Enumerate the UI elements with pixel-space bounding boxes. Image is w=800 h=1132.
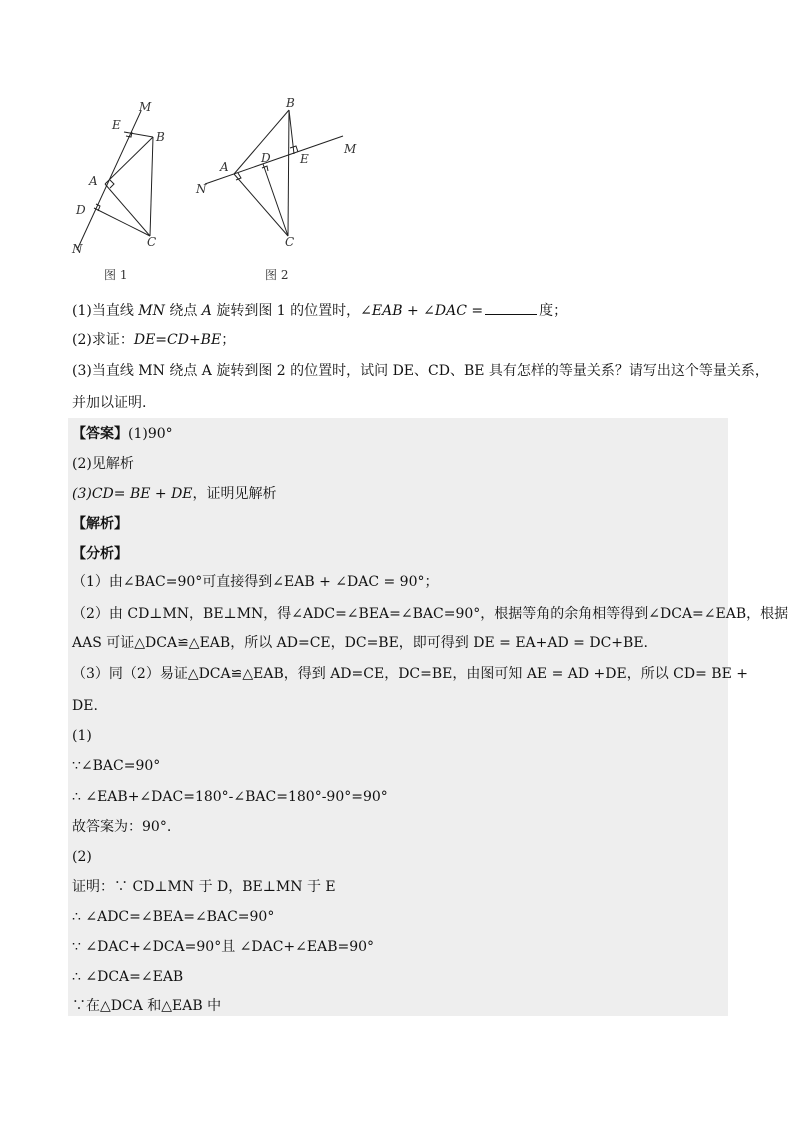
answer-3-suffix: ，证明见解析 [192, 486, 277, 502]
q1-a: A [201, 303, 212, 319]
q2-prefix: (2)求证： [72, 332, 134, 348]
fenxi-1: （1）由∠BAC=90°可直接得到∠EAB + ∠DAC = 90°； [72, 574, 439, 590]
answer-blank [485, 300, 537, 315]
fig1-label-c: C [147, 235, 157, 249]
fig2-label-b: B [286, 96, 295, 110]
q2-expression: DE=CD+BE [133, 332, 222, 348]
fig1-label-a: A [89, 174, 98, 188]
answer-1: (1)90° [128, 426, 173, 442]
solution-1-tag: (1) [72, 728, 92, 744]
fenxi-3b: DE. [72, 698, 98, 714]
q1-suffix: 度； [539, 303, 568, 319]
solution-2-tag: (2) [72, 849, 92, 865]
fig2-label-c: C [285, 235, 295, 249]
answer-2: (2)见解析 [72, 456, 134, 472]
solution-1-line-1: ∵∠BAC=90° [72, 758, 161, 774]
fig1-label-b: B [156, 130, 165, 144]
figure-1-diagram [60, 96, 380, 286]
question-2 [72, 330, 235, 350]
answer-tag: 【答案】 [72, 426, 128, 442]
fenxi-2a: （2）由 CD⊥MN，BE⊥MN，得∠ADC=∠BEA=∠BAC=90°，根据等角的余角相等得到∠DCA=∠EAB，根据 [72, 606, 789, 622]
solution-2-line-3: ∵ ∠DAC+∠DCA=90°且 ∠DAC+∠EAB=90° [72, 939, 375, 955]
fig2-label-n: N [196, 182, 207, 196]
q1-prefix: (1)当直线 [72, 303, 139, 319]
fig1-label-n: N [72, 242, 83, 256]
fig1-label-e: E [112, 118, 121, 132]
fig2-caption: 图 2 [265, 268, 289, 282]
fig2-label-m: M [344, 142, 357, 156]
analysis-tag: 【解析】 [72, 516, 128, 532]
q1-mn: MN [138, 303, 165, 319]
fig2-label-e: E [300, 152, 309, 166]
solution-2-line-2: ∴ ∠ADC=∠BEA=∠BAC=90° [72, 909, 275, 925]
fenxi-3a: （3）同（2）易证△DCA≌△EAB，得到 AD=CE，DC=BE，由图可知 AE = AD +DE，所以 CD= BE + [72, 666, 748, 682]
q2-suffix: ； [221, 332, 236, 348]
question-3-line-1: (3)当直线 MN 绕点 A 旋转到图 2 的位置时，试问 DE、CD、BE 具有怎样的等量关系？请写出这个等量关系， [72, 363, 769, 379]
q1-mid2: 旋转到图 1 的位置时， [211, 303, 361, 319]
answer-3 [72, 484, 277, 504]
solution-2-line-1: 证明：∵ CD⊥MN 于 D，BE⊥MN 于 E [72, 879, 336, 895]
fig1-label-d: D [76, 203, 86, 217]
solution-2-line-5: ∵在△DCA 和△EAB 中 [72, 998, 222, 1014]
solution-1-line-3: 故答案为：90°. [72, 819, 172, 835]
fenxi-tag: 【分析】 [72, 546, 128, 562]
q1-mid: 绕点 [164, 303, 202, 319]
fig2-label-d: D [261, 151, 271, 165]
question-1 [72, 300, 567, 321]
fig2-label-a: A [220, 160, 229, 174]
answer-line [72, 424, 173, 444]
fig1-label-m: M [139, 100, 152, 114]
q1-expression: ∠EAB + ∠DAC = [360, 303, 484, 319]
fenxi-2b: AAS 可证△DCA≌△EAB，所以 AD=CE，DC=BE，即可得到 DE = EA+AD = DC+BE. [72, 635, 648, 651]
solution-1-line-2: ∴ ∠EAB+∠DAC=180°-∠BAC=180°-90°=90° [72, 789, 388, 805]
question-3-line-2: 并加以证明. [72, 395, 147, 411]
fig1-caption: 图 1 [104, 268, 128, 282]
answer-3-expression: (3)CD= BE + DE [72, 486, 193, 502]
geometry-figures [60, 96, 380, 286]
solution-2-line-4: ∴ ∠DCA=∠EAB [72, 969, 184, 985]
